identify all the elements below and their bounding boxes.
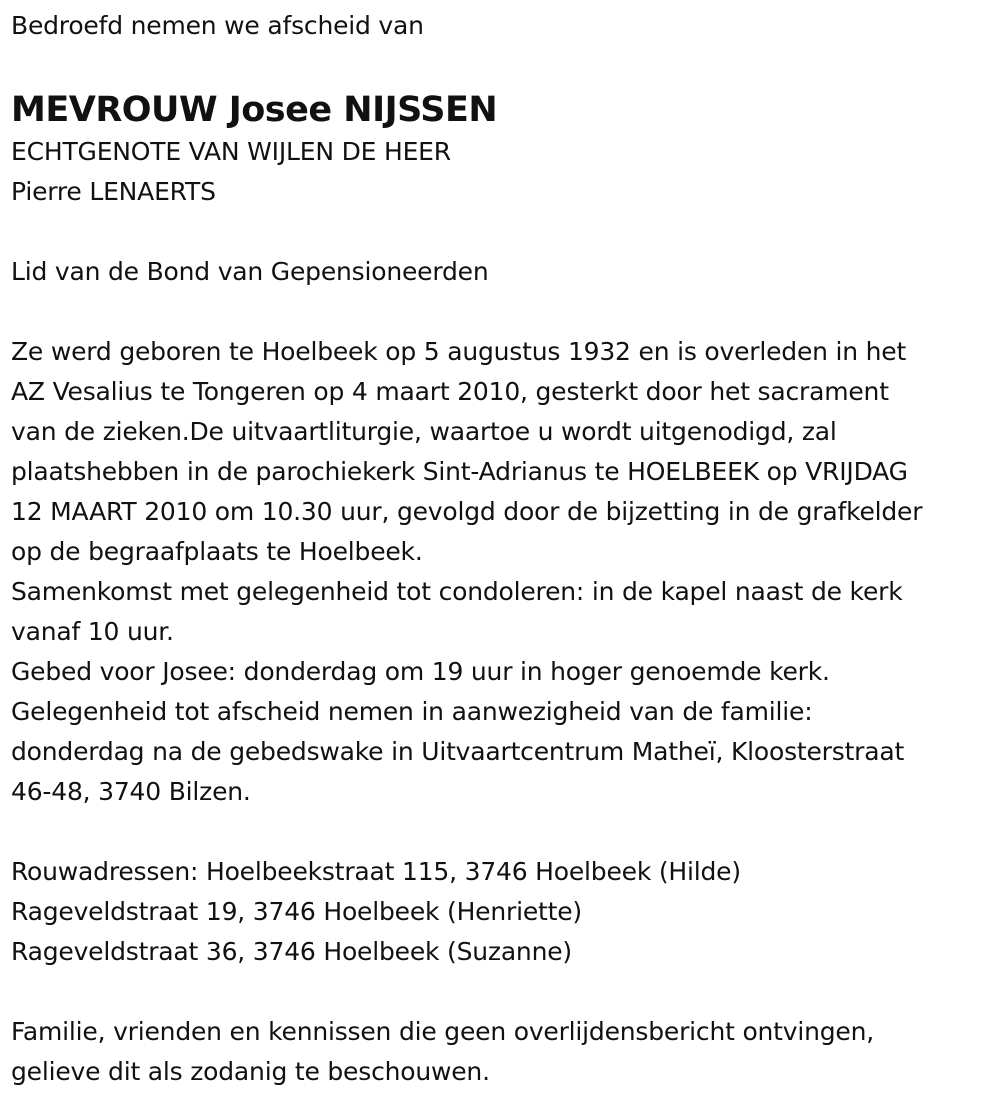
spacer [11,812,996,852]
body-line: vanaf 10 uur. [11,617,174,646]
body-line: 12 MAART 2010 om 10.30 uur, gevolgd door de bijzetting in de grafkelder [11,497,923,526]
body-line: Gelegenheid tot afscheid nemen in aanwezigheid van de familie: [11,697,813,726]
membership-text: Lid van de Bond van Gepensioneerden [11,257,489,286]
address-line: Rouwadressen: Hoelbeekstraat 115, 3746 Hoelbeek (Hilde) [11,857,741,886]
closing-line: gelieve dit als zodanig te beschouwen. [11,1057,490,1086]
intro-text: Bedroefd nemen we afscheid van [11,11,424,40]
deceased-name: MEVROUW Josee NIJSSEN [11,90,498,130]
body-line: 46-48, 3740 Bilzen. [11,777,251,806]
spacer [11,292,996,332]
spouse-name: Pierre LENAERTS [11,177,216,206]
death-notice [11,0,996,1092]
spouse-block [11,132,996,212]
body-line: Samenkomst met gelegenheid tot condoleren: in de kapel naast de kerk [11,577,903,606]
address-line: Rageveldstraat 19, 3746 Hoelbeek (Henriette) [11,897,582,926]
body-line: op de begraafplaats te Hoelbeek. [11,537,423,566]
spacer [11,212,996,252]
spacer [11,972,996,1012]
body-line: AZ Vesalius te Tongeren op 4 maart 2010, gesterkt door het sacrament [11,377,889,406]
body-paragraph [11,332,996,812]
body-line: Gebed voor Josee: donderdag om 19 uur in hoger genoemde kerk. [11,657,830,686]
closing-line: Familie, vrienden en kennissen die geen overlijdensbericht ontvingen, [11,1017,875,1046]
body-line: donderdag na de gebedswake in Uitvaartcentrum Matheï, Kloosterstraat [11,737,905,766]
spouse-title: ECHTGENOTE VAN WIJLEN DE HEER [11,137,451,166]
mourning-addresses [11,852,996,972]
address-line: Rageveldstraat 36, 3746 Hoelbeek (Suzanne) [11,937,572,966]
closing-text [11,1012,996,1092]
body-line: plaatshebben in de parochiekerk Sint-Adrianus te HOELBEEK op VRIJDAG [11,457,908,486]
body-line: van de zieken.De uitvaartliturgie, waartoe u wordt uitgenodigd, zal [11,417,837,446]
body-line: Ze werd geboren te Hoelbeek op 5 augustus 1932 en is overleden in het [11,337,907,366]
